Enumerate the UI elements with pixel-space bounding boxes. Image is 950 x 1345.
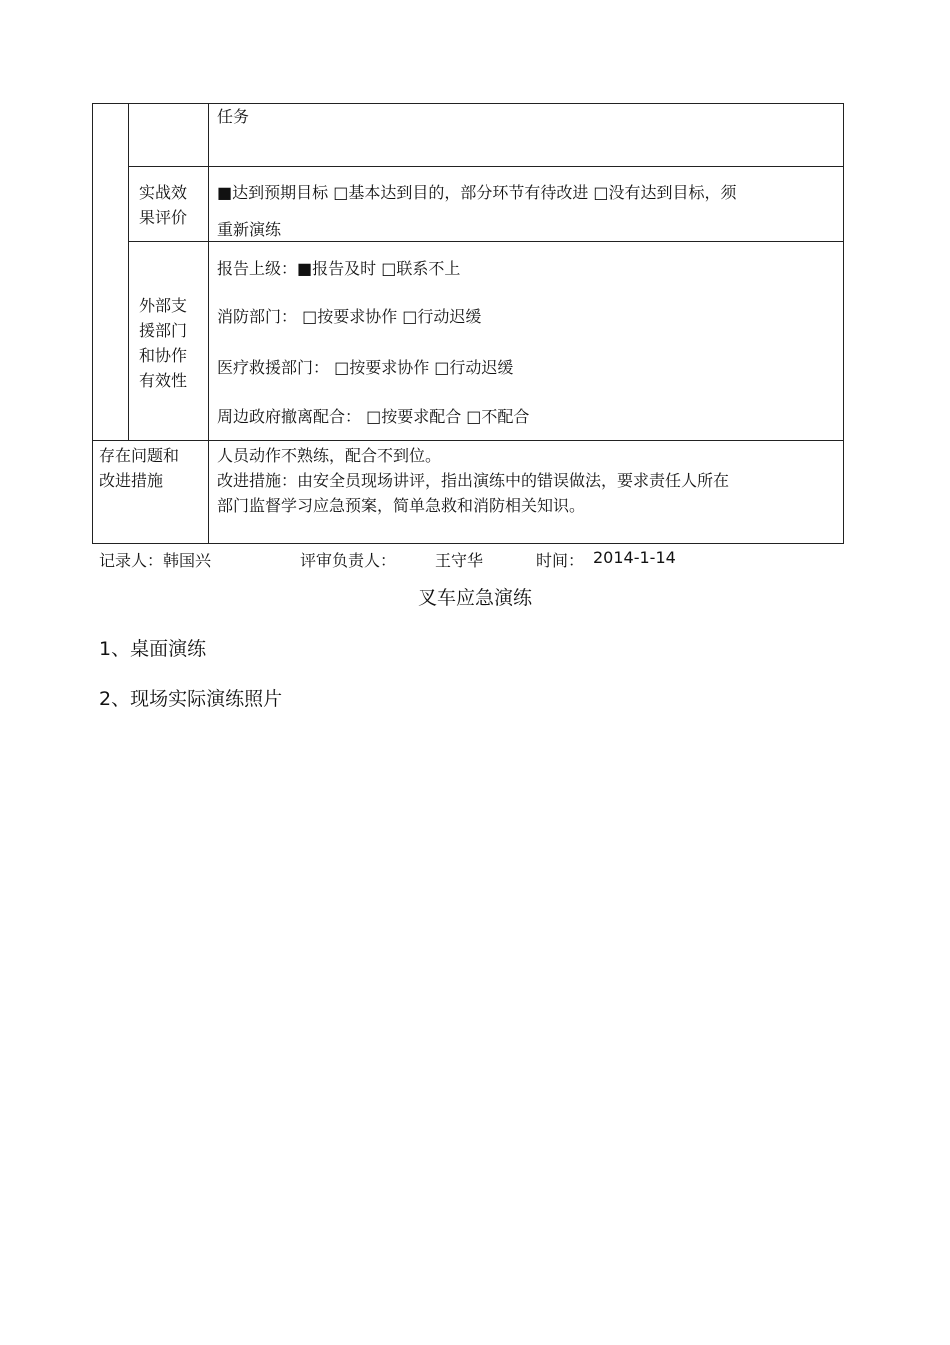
- table-border-bottom: [92, 543, 844, 544]
- external-support-label: 有效性: [139, 371, 188, 390]
- table-border-top: [92, 103, 844, 104]
- external-support-label: 援部门: [139, 321, 188, 340]
- external-support-label: 外部支: [139, 296, 188, 315]
- improvement-line: 部门监督学习应急预案，简单急救和消防相关知识。: [217, 496, 586, 515]
- government-evacuation-item: 周边政府撤离配合： □按要求配合 □不配合: [217, 407, 530, 426]
- problem-line: 人员动作不熟练，配合不到位。: [217, 446, 442, 465]
- table-divider: [128, 241, 844, 242]
- problems-label: 存在问题和: [99, 446, 180, 465]
- table-divider: [128, 166, 844, 167]
- table-border-right: [843, 103, 844, 544]
- time-label: 时间：: [536, 551, 585, 570]
- table-divider: [92, 440, 844, 441]
- external-support-label: 和协作: [139, 346, 188, 365]
- improvement-line: 改进措施：由安全员现场讲评，指出演练中的错误做法，要求责任人所在: [217, 471, 730, 490]
- effect-eval-label: 果评价: [139, 208, 188, 227]
- reviewer-name: 王守华: [435, 551, 484, 570]
- reviewer-label: 评审负责人：: [300, 551, 397, 570]
- task-text: 任务: [217, 107, 250, 126]
- list-item: 1、桌面演练: [99, 638, 207, 660]
- section-title: 叉车应急演练: [417, 587, 532, 609]
- table-border-left: [92, 103, 93, 544]
- table-divider: [208, 103, 209, 544]
- report-superior-item: 报告上级：■报告及时 □联系不上: [217, 259, 461, 278]
- effect-eval-label: 实战效: [139, 183, 188, 202]
- list-item: 2、现场实际演练照片: [99, 688, 283, 710]
- time-value: 2014-1-14: [593, 548, 676, 567]
- effect-eval-options: ■达到预期目标 □基本达到目的，部分环节有待改进 □没有达到目标，须: [217, 183, 737, 202]
- effect-eval-options: 重新演练: [217, 220, 282, 239]
- table-divider: [128, 103, 129, 441]
- problems-label: 改进措施: [99, 471, 164, 490]
- recorder: 记录人：韩国兴: [99, 551, 212, 570]
- medical-rescue-item: 医疗救援部门： □按要求协作 □行动迟缓: [217, 358, 514, 377]
- fire-department-item: 消防部门： □按要求协作 □行动迟缓: [217, 307, 482, 326]
